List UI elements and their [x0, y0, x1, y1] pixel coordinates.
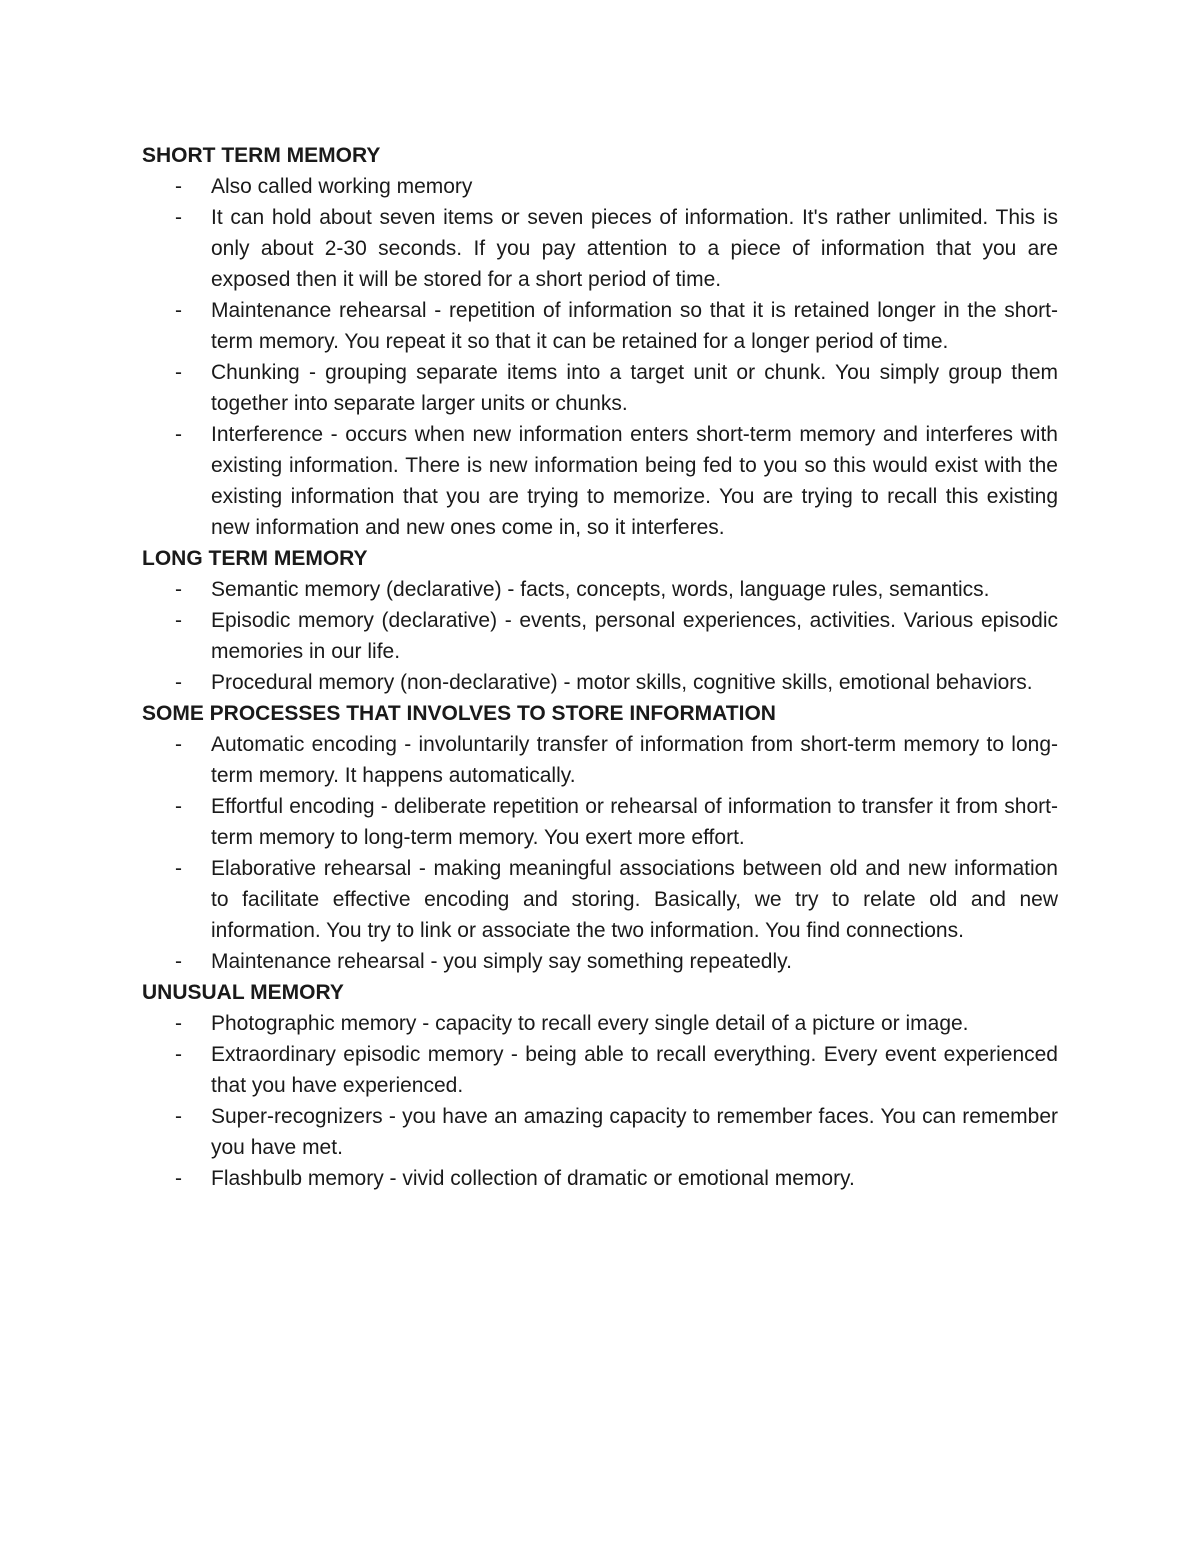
- list-item: [142, 1163, 1058, 1194]
- dash-bullet: -: [175, 299, 182, 322]
- list-item-text: Maintenance rehearsal - repetition of information so that it is retained longer in the short-term memory. You repeat it so that it can be retained for a longer period of time.: [211, 299, 1058, 353]
- list-item-text: Chunking - grouping separate items into a target unit or chunk. You simply group them together into separate larger units or chunks.: [211, 361, 1058, 415]
- dash-bullet: -: [175, 950, 182, 973]
- list-item-text: Photographic memory - capacity to recall every single detail of a picture or image.: [211, 1012, 969, 1035]
- dash-bullet: -: [175, 609, 182, 632]
- section-long-term-memory: [142, 543, 1058, 698]
- list-item-text: Flashbulb memory - vivid collection of dramatic or emotional memory.: [211, 1167, 855, 1190]
- section-heading: UNUSUAL MEMORY: [142, 981, 344, 1004]
- dash-bullet: -: [175, 795, 182, 818]
- list-item-text: Extraordinary episodic memory - being able to recall everything. Every event experienced that you have experienced.: [211, 1043, 1058, 1097]
- dash-bullet: -: [175, 671, 182, 694]
- bullet-list: [142, 729, 1058, 977]
- dash-bullet: -: [175, 857, 182, 880]
- list-item: [142, 791, 1058, 853]
- list-item: [142, 1101, 1058, 1163]
- bullet-list: [142, 574, 1058, 698]
- list-item: [142, 1039, 1058, 1101]
- list-item-text: Effortful encoding - deliberate repetition or rehearsal of information to transfer it from short-term memory to long-term memory. You exert more effort.: [211, 795, 1058, 849]
- list-item-text: Episodic memory (declarative) - events, personal experiences, activities. Various episodic memories in our life.: [211, 609, 1058, 663]
- list-item: [142, 574, 1058, 605]
- list-item: [142, 946, 1058, 977]
- section-heading: LONG TERM MEMORY: [142, 547, 368, 570]
- list-item-text: Interference - occurs when new information enters short-term memory and interferes with existing information. There is new information being fed to you so this would exist with the existing information that you are trying to memorize. You are trying to recall this existing new information and new ones come in, so it interferes.: [211, 423, 1058, 539]
- list-item: [142, 295, 1058, 357]
- list-item-text: Procedural memory (non-declarative) - motor skills, cognitive skills, emotional behaviors.: [211, 671, 1033, 694]
- list-item: [142, 171, 1058, 202]
- list-item: [142, 667, 1058, 698]
- list-item: [142, 1008, 1058, 1039]
- dash-bullet: -: [175, 361, 182, 384]
- list-item-text: It can hold about seven items or seven pieces of information. It's rather unlimited. This is only about 2-30 seconds. If you pay attention to a piece of information that you are exposed then it will be stored for a short period of time.: [211, 206, 1058, 291]
- list-item: [142, 853, 1058, 946]
- section-heading: SHORT TERM MEMORY: [142, 144, 381, 167]
- list-item: [142, 729, 1058, 791]
- list-item-text: Also called working memory: [211, 175, 473, 198]
- dash-bullet: -: [175, 578, 182, 601]
- dash-bullet: -: [175, 733, 182, 756]
- bullet-list: [142, 171, 1058, 543]
- section-store-processes: [142, 698, 1058, 977]
- dash-bullet: -: [175, 1043, 182, 1066]
- dash-bullet: -: [175, 175, 182, 198]
- dash-bullet: -: [175, 1167, 182, 1190]
- list-item-text: Elaborative rehearsal - making meaningful associations between old and new information to facilitate effective encoding and storing. Basically, we try to relate old and new information. You try to link or associate the two information. You find connections.: [211, 857, 1058, 942]
- section-short-term-memory: [142, 140, 1058, 543]
- dash-bullet: -: [175, 206, 182, 229]
- list-item: [142, 419, 1058, 543]
- section-heading: SOME PROCESSES THAT INVOLVES TO STORE INFORMATION: [142, 702, 776, 725]
- list-item: [142, 605, 1058, 667]
- dash-bullet: -: [175, 1105, 182, 1128]
- list-item-text: Maintenance rehearsal - you simply say something repeatedly.: [211, 950, 792, 973]
- list-item: [142, 357, 1058, 419]
- list-item-text: Automatic encoding - involuntarily transfer of information from short-term memory to long-term memory. It happens automatically.: [211, 733, 1058, 787]
- dash-bullet: -: [175, 423, 182, 446]
- list-item-text: Super-recognizers - you have an amazing capacity to remember faces. You can remember you have met.: [211, 1105, 1058, 1159]
- section-unusual-memory: [142, 977, 1058, 1194]
- list-item-text: Semantic memory (declarative) - facts, concepts, words, language rules, semantics.: [211, 578, 990, 601]
- dash-bullet: -: [175, 1012, 182, 1035]
- list-item: [142, 202, 1058, 295]
- document-page: [142, 140, 1058, 1194]
- bullet-list: [142, 1008, 1058, 1194]
